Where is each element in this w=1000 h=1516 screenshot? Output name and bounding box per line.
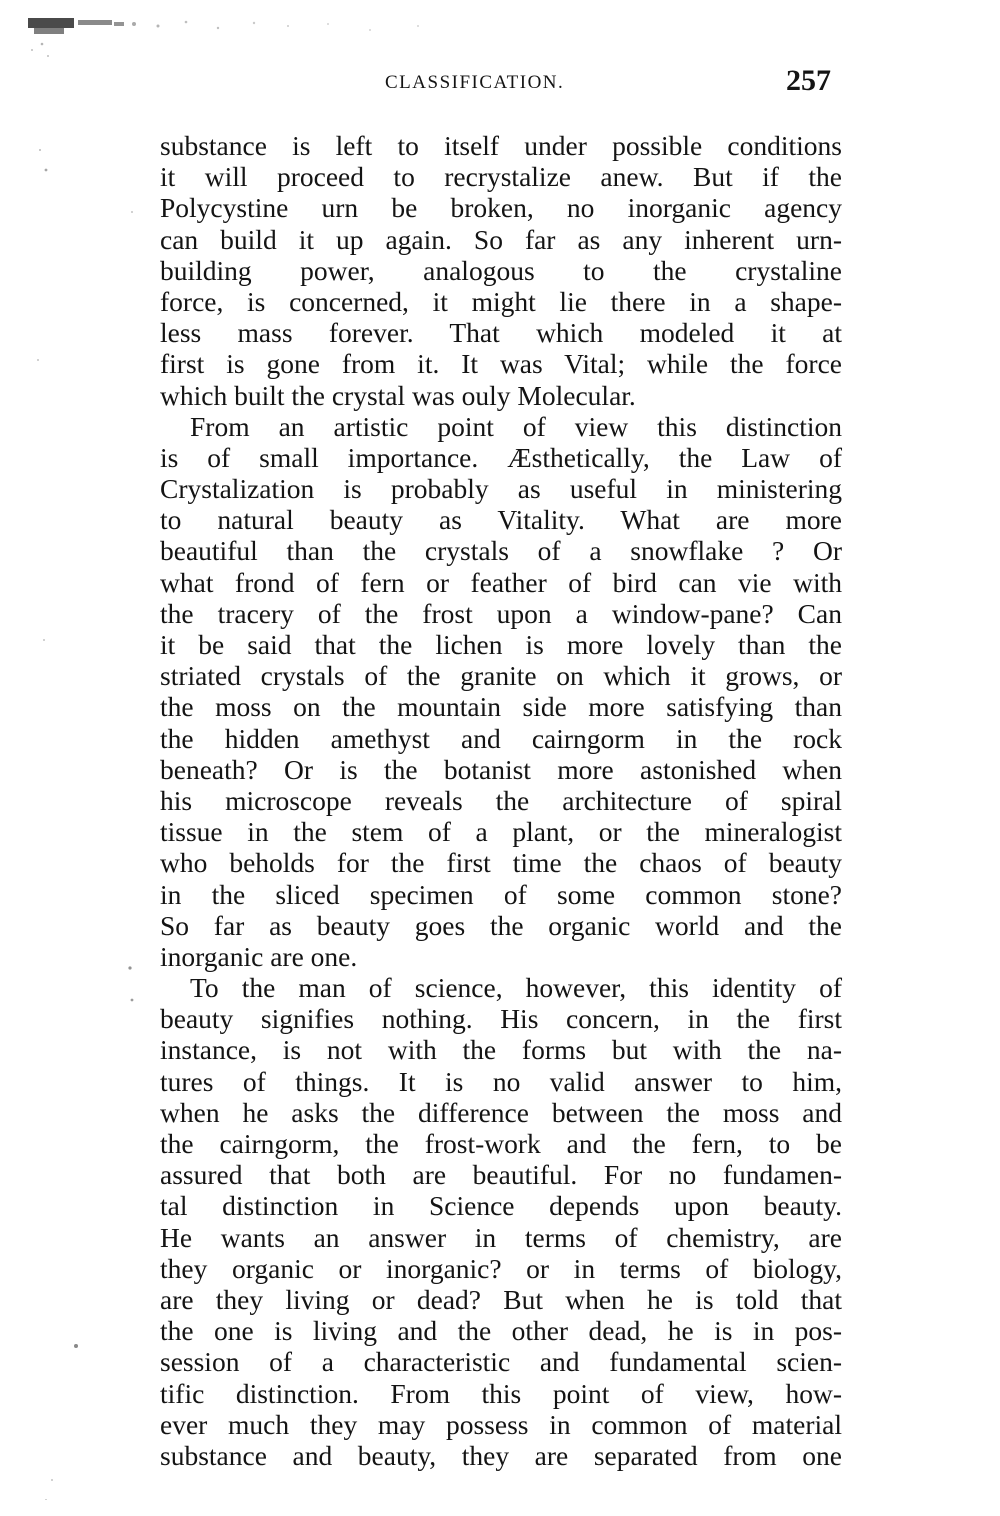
text-line: Polycystine urn be broken, no inorganic agency [160,192,842,224]
body-text [160,130,842,1471]
text-line: striated crystals of the granite on which it grows, or [160,660,842,692]
text-line: tissue in the stem of a plant, or the mineralogist [160,816,842,848]
text-line: To the man of science, however, this identity of [190,972,842,1004]
text-line: the hidden amethyst and cairngorm in the rock [160,722,842,754]
text-line: what frond of fern or feather of bird can vie with [160,566,842,598]
text-line: to natural beauty as Vitality. What are more [160,504,842,536]
text-line: instance, is not with the forms but with the na- [160,1034,842,1066]
text-line: beneath? Or is the botanist more astonished when [160,753,842,785]
text-line: is of small importance. Æsthetically, the Law of [160,441,842,473]
text-line: first is gone from it. It was Vital; while the force [160,348,842,380]
text-line: He wants an answer in terms of chemistry, are [160,1221,842,1253]
text-line: session of a characteristic and fundamental scien- [160,1346,842,1378]
text-line: Crystalization is probably as useful in ministering [160,473,842,505]
text-line: beautiful than the crystals of a snowflake ? Or [160,535,842,567]
text-line: are they living or dead? But when he is told that [160,1283,842,1315]
text-line: ever much they may possess in common of material [160,1408,842,1440]
text-line: substance and beauty, they are separated from one [160,1439,842,1471]
text-line: the tracery of the frost upon a window-pane? Can [160,597,842,629]
text-line: they organic or inorganic? or in terms of biology, [160,1252,842,1284]
text-line: So far as beauty goes the organic world and the [160,909,842,941]
paragraph [160,411,842,972]
text-line: can build it up again. So far as any inherent urn- [160,223,842,255]
text-line: when he asks the difference between the moss and [160,1096,842,1128]
text-line: building power, analogous to the crystaline [160,254,842,286]
running-title: CLASSIFICATION. [385,72,565,93]
text-line: tific distinction. From this point of view, how- [160,1377,842,1409]
text-line: the moss on the mountain side more satisfying than [160,691,842,723]
text-line: beauty signifies nothing. His concern, in the first [160,1003,842,1035]
text-line: assured that both are beautiful. For no fundamen- [160,1159,842,1191]
scan-noise-corner [18,10,458,70]
text-line: the cairngorm, the frost-work and the fern, to be [160,1128,842,1159]
text-line: his microscope reveals the architecture of spiral [160,784,842,816]
page-number: 257 [786,64,831,97]
text-line: force, is concerned, it might lie there in a shape- [160,285,842,317]
text-line: who beholds for the first time the chaos of beauty [160,847,842,879]
text-line: inorganic are one. [160,940,358,972]
text-line: which built the crystal was ouly Molecular. [160,379,636,411]
text-line: tal distinction in Science depends upon beauty. [160,1190,842,1222]
text-line: less mass forever. That which modeled it at [160,317,842,349]
text-line: in the sliced specimen of some common stone? [160,878,842,910]
text-line: the one is living and the other dead, he is in pos- [160,1315,842,1347]
text-line: it be said that the lichen is more lovely than the [160,629,842,660]
paragraph [160,130,842,411]
text-line: substance is left to itself under possible conditions [160,130,842,161]
scan-noise-margin [20,80,140,1500]
paragraph [160,972,842,1471]
text-line: it will proceed to recrystalize anew. But if the [160,161,842,193]
text-line: tures of things. It is no valid answer to him, [160,1065,842,1097]
text-line: From an artistic point of view this distinction [190,410,842,442]
